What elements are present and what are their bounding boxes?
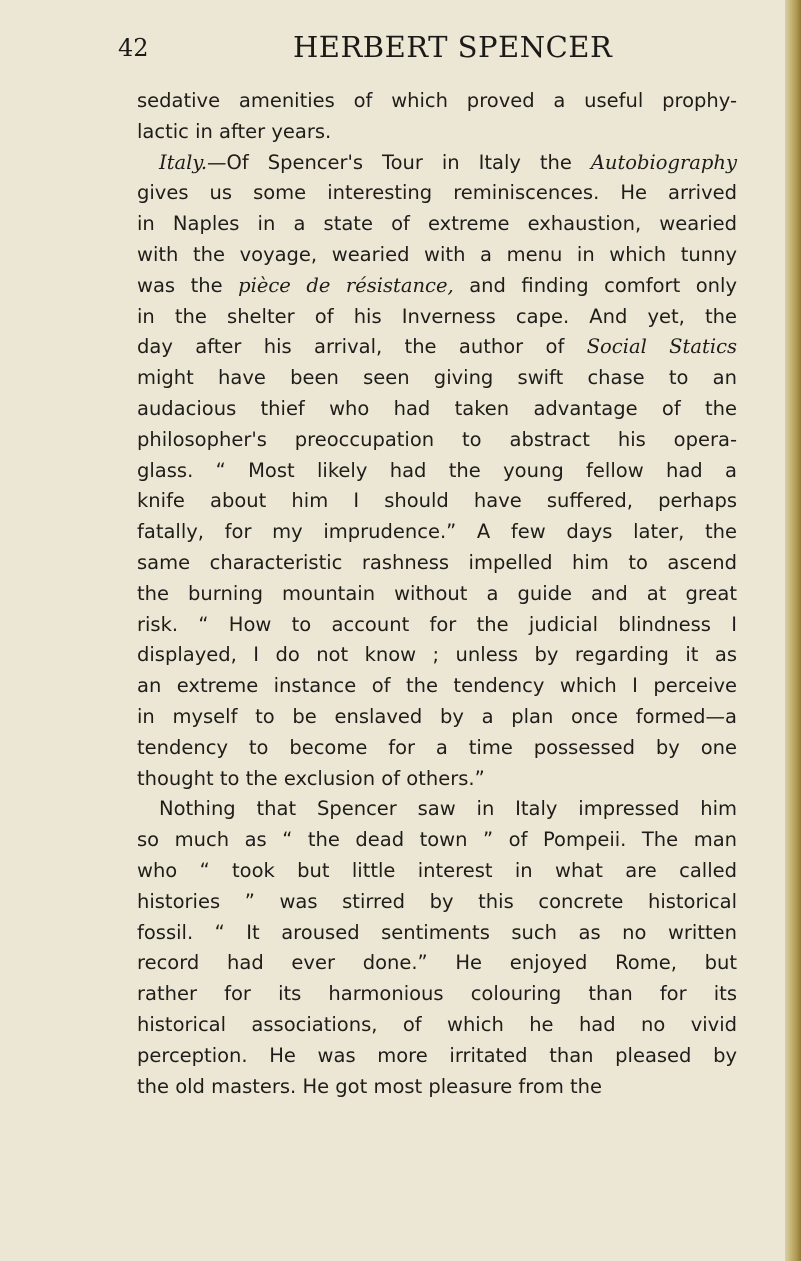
text-segment: risk. “ How to account for the judicial blindness I [137,612,737,636]
text-segment: in Naples in a state of extreme exhaustion, wearied [137,212,737,236]
text-segment: in myself to be enslaved by a plan once formed—a [137,704,737,728]
text-segment: in the shelter of his Inverness cape. And yet, the [137,304,737,328]
text-segment: rather for its harmonious colouring than for its [137,982,737,1006]
text-segment: histories ” was stirred by this concrete historical [137,889,737,913]
text-line [137,548,737,579]
text-segment: glass. “ Most likely had the young fellow had a [137,458,737,482]
text-segment: knife about him I should have suffered, perhaps [137,489,737,513]
text-segment: the burning mountain without a guide and at great [137,581,737,605]
text-segment: fatally, for my imprudence.” A few days later, the [137,520,737,544]
text-line [137,240,737,271]
text-segment: —Of Spencer's Tour in Italy the [207,150,591,174]
text-line [137,332,737,363]
text-segment: Nothing that Spencer saw in Italy impressed him [159,797,737,821]
text-line [137,302,737,333]
text-segment: with the voyage, wearied with a menu in which tunny [137,242,737,266]
text-segment: thought to the exclusion of others.” [137,766,485,790]
text-line [137,856,737,887]
text-segment: an extreme instance of the tendency which I perceive [137,674,737,698]
text-segment: who “ took but little interest in what are called [137,858,737,882]
page-edge [785,0,801,1261]
text-segment: sedative amenities of which proved a useful prophy- [137,89,737,112]
text-segment: the old masters. He got most pleasure from the [137,1074,603,1098]
text-line [137,918,737,949]
text-line [137,456,737,487]
text-segment: day after his arrival, the author of [137,335,587,359]
text-segment: Autobiography [590,150,737,174]
text-line [137,702,737,733]
text-line [137,1041,737,1072]
text-segment: audacious thief who had taken advantage of the [137,396,737,420]
text-line [137,209,737,240]
text-segment: Social Statics [586,335,738,359]
page-number: 42 [118,34,149,62]
text-segment: same characteristic rashness impelled him to ascend [137,550,737,574]
text-line [137,948,737,979]
text-segment: perception. He was more irritated than pleased by [137,1043,737,1067]
text-line [137,148,737,179]
body-text [137,86,737,1102]
text-segment: so much as “ the dead town ” of Pompeii. The man [137,828,737,852]
text-line [137,764,737,795]
text-segment: historical associations, of which he had no vivid [137,1012,737,1036]
text-line [137,425,737,456]
text-line [137,794,737,825]
text-line [137,887,737,918]
text-line [137,640,737,671]
running-head: HERBERT SPENCER [293,30,613,64]
text-line [137,671,737,702]
text-line [137,117,737,148]
text-segment: displayed, I do not know ; unless by regarding it as [137,643,737,667]
text-line [137,363,737,394]
text-line [137,394,737,425]
text-segment: pièce de résistance, [238,273,454,297]
text-segment: might have been seen giving swift chase to an [137,366,737,390]
text-segment: tendency to become for a time possessed by one [137,735,737,759]
text-line [137,486,737,517]
text-line [137,610,737,641]
text-segment: record had ever done.” He enjoyed Rome, but [137,951,737,975]
text-segment: gives us some interesting reminiscences. He arrived [137,181,737,205]
text-segment: and finding comfort only [453,273,737,297]
text-line [137,178,737,209]
text-line [137,517,737,548]
text-line [137,1010,737,1041]
text-line [137,733,737,764]
text-segment: lactic in after years. [137,119,332,143]
text-segment: fossil. “ It aroused sentiments such as no written [137,920,737,944]
text-segment: was the [137,273,239,297]
page-header [118,30,738,70]
text-line [137,271,737,302]
text-line [137,825,737,856]
text-line [137,1072,737,1103]
text-segment: philosopher's preoccupation to abstract his opera- [137,427,737,451]
text-line [137,979,737,1010]
text-segment: Italy. [159,150,208,174]
text-line [137,579,737,610]
text-line [137,86,737,117]
